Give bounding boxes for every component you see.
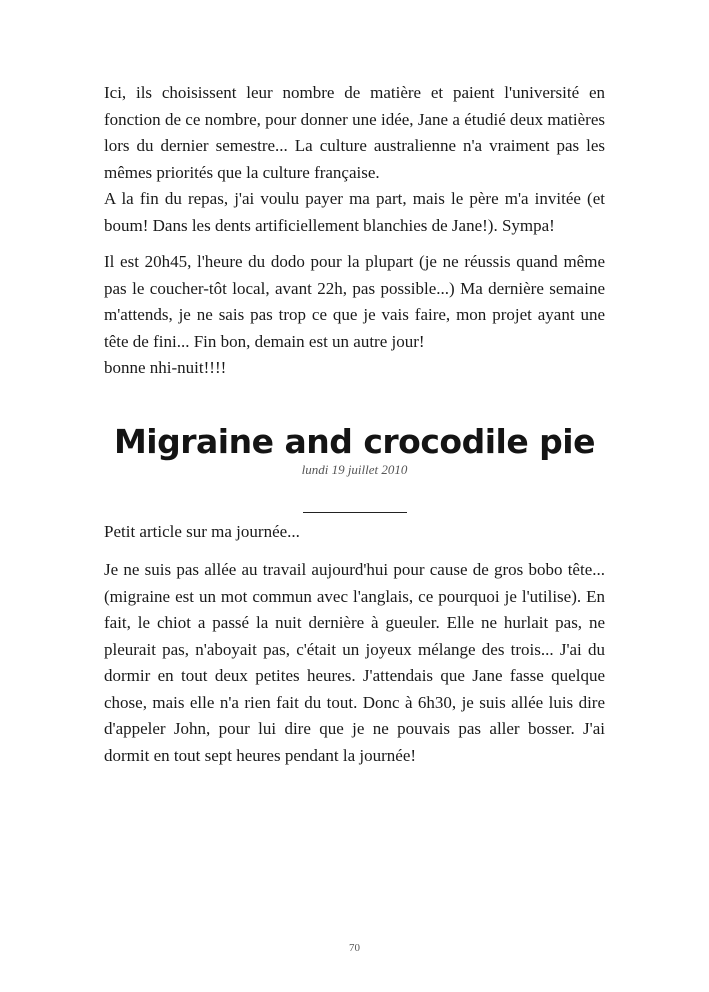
article-body: Je ne suis pas allée au travail aujourd'hui pour cause de gros bobo tête... (migraine est un mot commun avec l'anglais, ce pourquoi je l'utilise). En fait, le chiot a passé la nuit dernière à gueuler. Elle ne hurlait pas, ne pleurait pas, n'aboyait pas, c'était un joyeux mélange des trois... J'ai du dormir en tout deux petites heures. J'attendais que Jane fasse quelque chose, mais elle n'a rien fait du tout. Donc à 6h30, je suis allée luis dire d'appeler John, pour lui dire que je ne pouvais pas aller bosser. J'ai dormit en tout sept heures pendant la journée! — [104, 560, 605, 765]
page-content — [104, 80, 605, 769]
paragraph-gap — [104, 545, 605, 557]
article-intro: Petit article sur ma journée... — [104, 521, 300, 541]
paragraph-gap — [104, 239, 605, 249]
paragraph-bedtime: Il est 20h45, l'heure du dodo pour la plupart (je ne réussis quand même pas le coucher-tôt local, avant 22h, pas possible...) Ma dernière semaine m'attends, je ne sais pas trop ce que je vais faire, mon projet ayant une tête de fini... Fin bon, demain est un autre jour! — [104, 252, 605, 351]
article-date: lundi 19 juillet 2010 — [301, 461, 408, 477]
article-title: Migraine and crocodile pie — [113, 421, 596, 461]
paragraph-goodnight: bonne nhi-nuit!!!! — [104, 358, 227, 377]
paragraph-culture: Ici, ils choisissent leur nombre de matière et paient l'université en fonction de ce nombre, pour donner une idée, Jane a étudié deux matières lors du dernier semestre... La culture australienne n'a vraiment pas les mêmes priorités que la culture française. — [104, 83, 605, 182]
paragraph-meal: A la fin du repas, j'ai voulu payer ma part, mais le père m'a invitée (et boum! Dans les dents artificiellement blanchies de Jane!). Sympa! — [104, 189, 605, 235]
title-divider — [303, 512, 407, 513]
page-number: 70 — [349, 942, 360, 954]
